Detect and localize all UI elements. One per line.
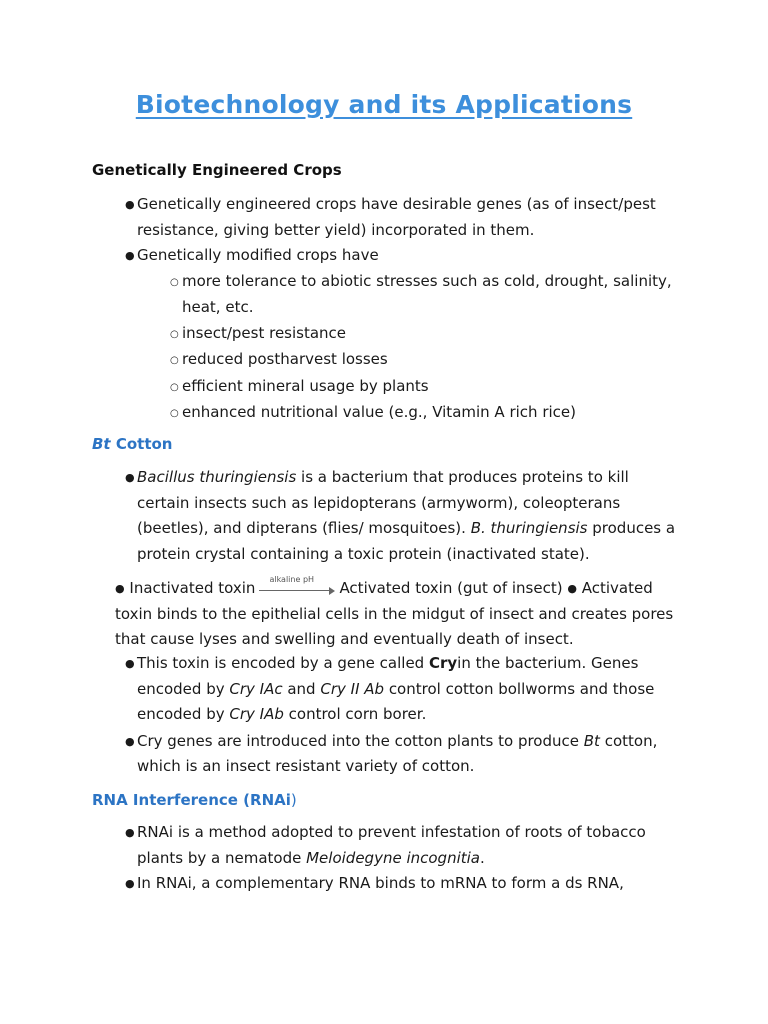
list-item: ● Genetically engineered crops have desirable genes (as of insect/pest resistance, giving better yield) incorporated in them. [0,192,768,243]
list-item: ● Cry genes are introduced into the cotton plants to produce Bt cotton, which is an insect resistant variety of cotton. [0,729,768,780]
bullet-icon: ● [125,826,135,839]
list-item: ● In RNAi, a complementary RNA binds to mRNA to form a ds RNA, [0,871,768,897]
bullet-icon: ● [125,734,135,748]
circle-bullet-icon: ○ [170,276,179,288]
circle-bullet-icon: ○ [170,408,179,419]
sub-list-item: ○ reduced postharvest losses [0,347,768,374]
list-bt-cotton-1 [0,465,768,567]
sub-list-item: ○ insect/pest resistance [0,321,768,348]
sub-list-item: ○ enhanced nutritional value (e.g., Vitamin A rich rice) [0,400,768,427]
list-item: ● This toxin is encoded by a gene called Cryin the bacterium. Genes encoded by Cry IAc and Cry II Ab control cotton bollworms and those encoded by Cry IAb control corn borer. [0,651,768,728]
heading-genetically-engineered-crops: Genetically Engineered Crops [92,161,342,179]
sub-list-item: ○ efficient mineral usage by plants [0,374,768,401]
bullet-icon: ● [125,249,135,262]
bullet-icon: ● [125,657,135,670]
heading-bt-cotton: Bt Cotton [92,435,173,453]
bullet-icon: ● [125,471,135,484]
circle-bullet-icon: ○ [170,328,179,340]
bullet-icon: ● [115,582,125,595]
circle-bullet-icon: ○ [170,381,179,393]
list-item: ● Genetically modified crops have [0,243,768,269]
circle-bullet-icon: ○ [170,355,179,366]
list-item: ● RNAi is a method adopted to prevent infestation of roots of tobacco plants by a nematode Meloidegyne incognitia. [0,820,768,871]
sub-list-item: ○ more tolerance to abiotic stresses such as cold, drought, salinity, heat, etc. [170,271,672,316]
bullet-icon: ● [125,877,135,890]
list-gm-crops [0,192,768,427]
list-rnai [0,820,768,897]
list-item: ● Bacillus thuringiensis is a bacterium that produces proteins to kill certain insects such as lepidopterans (armyworm), coleopterans (beetles), and dipterans (flies/ mosquitoes). B. thuringiensis produces a protein crystal containing a toxic protein (inactivated state). [0,465,768,567]
page-title: Biotechnology and its Applications [135,90,633,119]
bullet-icon: ● [125,198,135,211]
toxin-activation-flow: ● Inactivated toxin alkaline pH Activated toxin (gut of insect) ● Activated toxin binds to the epithelial cells in the midgut of insect and creates pores that cause lyses and swelling and eventually death of insect. [115,574,674,648]
list-bt-cotton-2 [0,651,768,780]
heading-rna-interference: RNA Interference (RNAi) [92,791,297,809]
bullet-icon: ● [567,582,577,595]
reaction-arrow-icon: alkaline pH [259,582,335,596]
